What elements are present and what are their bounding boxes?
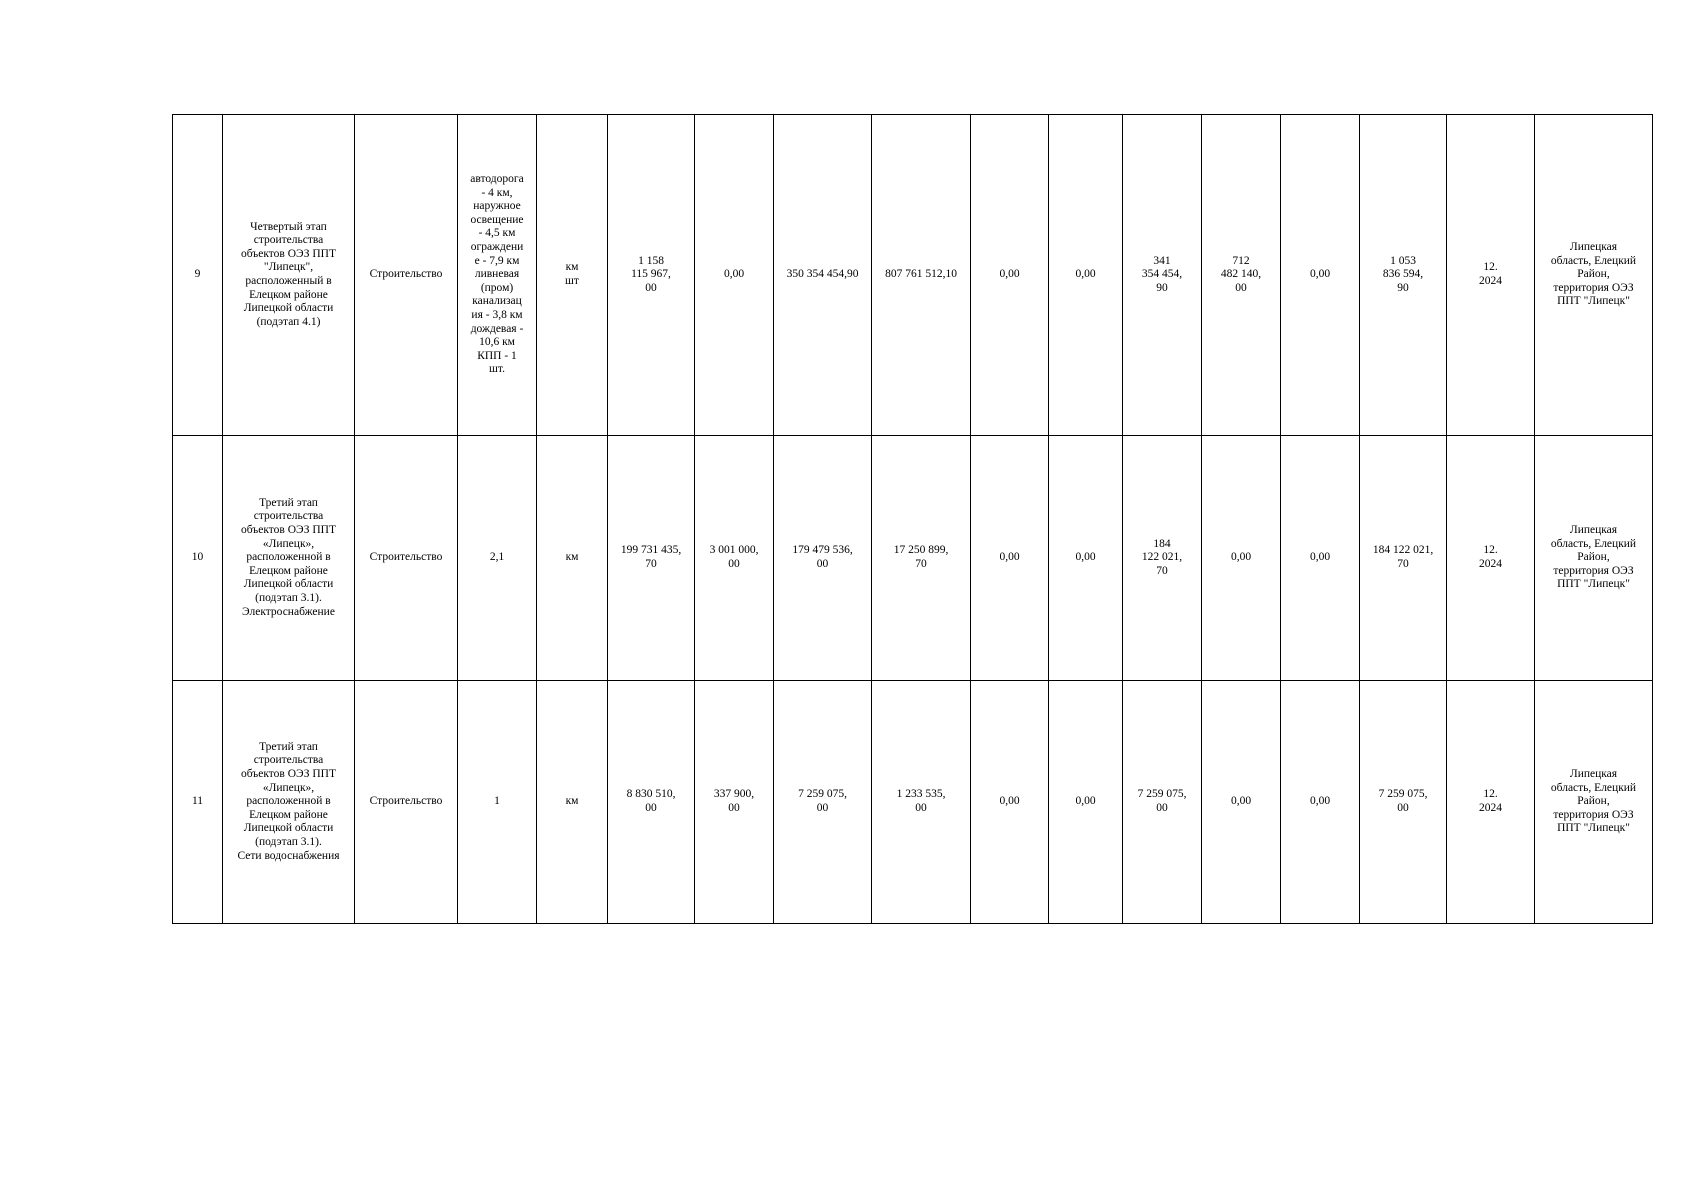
completion-date: 12. 2024 bbox=[1447, 115, 1535, 436]
amount-cell: 0,00 bbox=[1202, 681, 1281, 924]
row-number: 9 bbox=[173, 115, 223, 436]
unit: км шт bbox=[537, 115, 608, 436]
amount-cell: 0,00 bbox=[971, 115, 1049, 436]
amount-cell: 3 001 000, 00 bbox=[695, 436, 774, 681]
capacity: 2,1 bbox=[458, 436, 537, 681]
amount-cell: 0,00 bbox=[1281, 436, 1360, 681]
object-name: Третий этап строительства объектов ОЭЗ ППТ «Липецк», расположенной в Елецком районе Липецкой области (подэтап 3.1). Сети водоснабжения bbox=[223, 681, 355, 924]
amount-cell: 807 761 512,10 bbox=[872, 115, 971, 436]
unit: км bbox=[537, 681, 608, 924]
object-name: Третий этап строительства объектов ОЭЗ ППТ «Липецк», расположенной в Елецком районе Липецкой области (подэтап 3.1). Электроснабжение bbox=[223, 436, 355, 681]
row-number: 11 bbox=[173, 681, 223, 924]
table-row bbox=[173, 681, 1653, 924]
capacity: автодорога - 4 км, наружное освещение - 4,5 км ограждени е - 7,9 км ливневая (пром) канализац ия - 3,8 км дождевая - 10,6 км КПП - 1 шт. bbox=[458, 115, 537, 436]
work-type: Строительство bbox=[355, 681, 458, 924]
amount-cell: 0,00 bbox=[971, 436, 1049, 681]
capacity: 1 bbox=[458, 681, 537, 924]
amount-cell: 0,00 bbox=[1281, 681, 1360, 924]
completion-date: 12. 2024 bbox=[1447, 436, 1535, 681]
work-type: Строительство bbox=[355, 436, 458, 681]
table-row bbox=[173, 115, 1653, 436]
amount-cell: 0,00 bbox=[695, 115, 774, 436]
amount-cell: 0,00 bbox=[1049, 115, 1123, 436]
amount-cell: 0,00 bbox=[971, 681, 1049, 924]
amount-cell: 0,00 bbox=[1049, 681, 1123, 924]
amount-cell: 17 250 899, 70 bbox=[872, 436, 971, 681]
amount-cell: 337 900, 00 bbox=[695, 681, 774, 924]
location: Липецкая область, Елецкий Район, территория ОЭЗ ППТ "Липецк" bbox=[1535, 436, 1653, 681]
amount-cell: 1 053 836 594, 90 bbox=[1360, 115, 1447, 436]
amount-cell: 712 482 140, 00 bbox=[1202, 115, 1281, 436]
table-row bbox=[173, 436, 1653, 681]
work-type: Строительство bbox=[355, 115, 458, 436]
amount-cell: 1 233 535, 00 bbox=[872, 681, 971, 924]
unit: км bbox=[537, 436, 608, 681]
completion-date: 12. 2024 bbox=[1447, 681, 1535, 924]
amount-cell: 184 122 021, 70 bbox=[1123, 436, 1202, 681]
amount-cell: 0,00 bbox=[1281, 115, 1360, 436]
amount-cell: 7 259 075, 00 bbox=[774, 681, 872, 924]
total-cost: 8 830 510, 00 bbox=[608, 681, 695, 924]
total-cost: 1 158 115 967, 00 bbox=[608, 115, 695, 436]
row-number: 10 bbox=[173, 436, 223, 681]
total-cost: 199 731 435, 70 bbox=[608, 436, 695, 681]
object-name: Четвертый этап строительства объектов ОЭЗ ППТ "Липецк", расположенный в Елецком районе Липецкой области (подэтап 4.1) bbox=[223, 115, 355, 436]
amount-cell: 179 479 536, 00 bbox=[774, 436, 872, 681]
location: Липецкая область, Елецкий Район, территория ОЭЗ ППТ "Липецк" bbox=[1535, 115, 1653, 436]
amount-cell: 0,00 bbox=[1202, 436, 1281, 681]
amount-cell: 7 259 075, 00 bbox=[1123, 681, 1202, 924]
amount-cell: 0,00 bbox=[1049, 436, 1123, 681]
amount-cell: 341 354 454, 90 bbox=[1123, 115, 1202, 436]
amount-cell: 7 259 075, 00 bbox=[1360, 681, 1447, 924]
amount-cell: 184 122 021, 70 bbox=[1360, 436, 1447, 681]
amount-cell: 350 354 454,90 bbox=[774, 115, 872, 436]
investment-objects-table bbox=[172, 114, 1653, 924]
location: Липецкая область, Елецкий Район, территория ОЭЗ ППТ "Липецк" bbox=[1535, 681, 1653, 924]
